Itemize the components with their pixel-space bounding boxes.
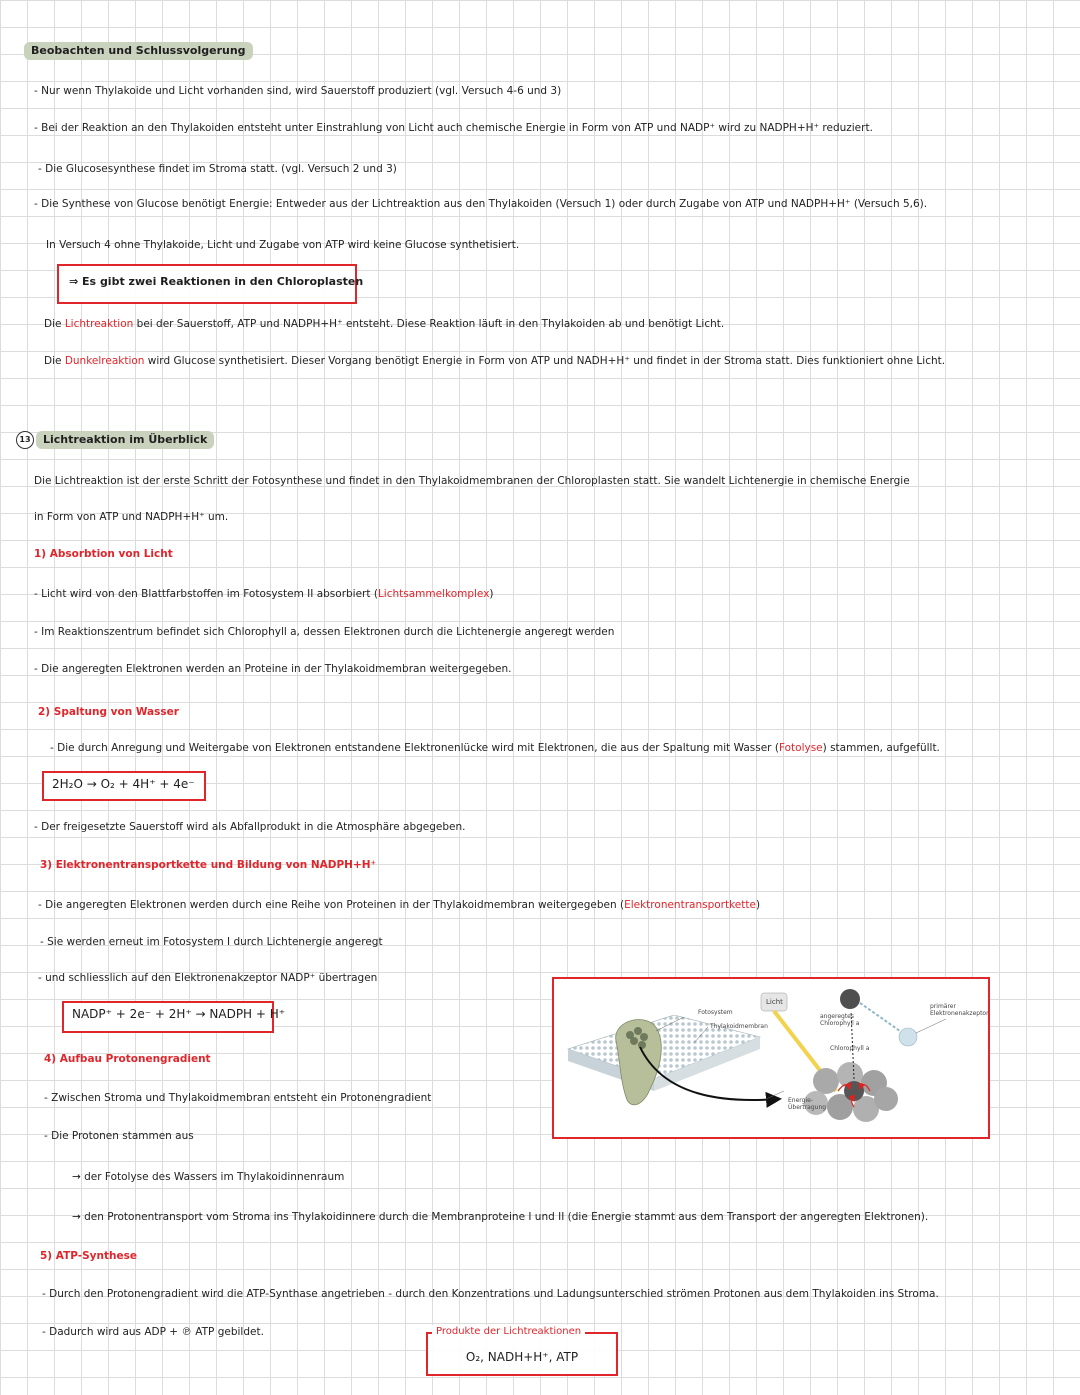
dark-reaction-prefix: Die — [44, 355, 65, 367]
label-excited-chlorophyll: angeregtes Chlorophyll a — [820, 1013, 860, 1027]
step2-line-1 — [50, 741, 940, 755]
primary-electron-acceptor — [899, 1028, 917, 1046]
step4-sub-2: → den Protonentransport vom Stroma ins Thylakoidinnere durch die Membranproteine I und II (die Energie stammt aus dem Transport der angeregten Elektronen). — [72, 1211, 929, 1223]
step3-title: 3) Elektronentransportkette und Bildung von NADPH+H⁺ — [40, 859, 377, 871]
products-title: Produkte der Lichtreaktionen — [432, 1325, 585, 1339]
label-primary-acceptor: primärer Elektronenakzeptor — [930, 1003, 989, 1017]
step2-line1-end: ) stammen, aufgefüllt. — [822, 742, 940, 754]
light-reaction-rest: bei der Sauerstoff, ATP und NADPH+H⁺ entsteht. Diese Reaktion läuft in den Thylakoiden ab und benötigt Licht. — [133, 318, 725, 330]
excited-chlorophyll — [840, 989, 860, 1009]
dark-reaction-term: Dunkelreaktion — [64, 355, 145, 367]
observation-line-3: - Die Glucosesynthese findet im Stroma statt. (vgl. Versuch 2 und 3) — [38, 163, 397, 175]
step3-line1-text: - Die angeregten Elektronen werden durch eine Reihe von Proteinen in der Thylakoidmembran weitergegeben ( — [38, 899, 625, 911]
step3-line1-end: ) — [755, 899, 761, 911]
step2-line1-term: Fotolyse — [778, 742, 823, 754]
step3-line1-term: Elektronentransportkette — [624, 899, 756, 911]
observation-line-2: - Bei der Reaktion an den Thylakoiden entsteht unter Einstrahlung von Licht auch chemische Energie in Form von ATP und NADP⁺ wird zu NADPH+H⁺ reduziert. — [34, 122, 873, 134]
step3-line-1 — [38, 898, 760, 912]
light-reaction-definition — [44, 317, 724, 331]
step4-title: 4) Aufbau Protonengradient — [44, 1053, 211, 1065]
observation-line-5: In Versuch 4 ohne Thylakoide, Licht und Zugabe von ATP wird keine Glucose synthetisiert. — [46, 239, 520, 251]
products-box — [426, 1326, 618, 1376]
reaction-center — [844, 1081, 864, 1101]
step2-title: 2) Spaltung von Wasser — [38, 706, 179, 718]
light-reaction-heading: Lichtreaktion im Überblick — [36, 431, 214, 449]
step4-line-2: - Die Protonen stammen aus — [44, 1130, 194, 1142]
intro-line-2: in Form von ATP und NADPH+H⁺ um. — [34, 511, 229, 523]
nadph-equation: NADP⁺ + 2e⁻ + 2H⁺ → NADPH + H⁺ — [72, 1007, 286, 1021]
label-energy-transfer: Energie-Übertragung — [788, 1097, 827, 1111]
conclusion-box — [57, 264, 364, 304]
step1-line-2: - Im Reaktionszentrum befindet sich Chlorophyll a, dessen Elektronen durch die Lichtenergie angeregt werden — [34, 626, 615, 638]
intro-line-1: Die Lichtreaktion ist der erste Schritt der Fotosynthese und findet in den Thylakoidmembranen der Chloroplasten statt. Sie wandelt Lichtenergie in chemische Energie — [34, 475, 910, 487]
section-number-badge: 13 — [16, 431, 34, 449]
step5-line-2: - Dadurch wird aus ADP + ℗ ATP gebildet. — [42, 1326, 264, 1338]
step1-title: 1) Absorbtion von Licht — [34, 548, 173, 560]
step1-line-3: - Die angeregten Elektronen werden an Proteine in der Thylakoidmembran weitergegeben. — [34, 663, 512, 675]
step5-line-1: - Durch den Protonengradient wird die ATP-Synthase angetrieben - durch den Konzentrations und Ladungsunterschied strömen Protonen aus dem Thylakoiden ins Stroma. — [42, 1288, 939, 1300]
products-value: O₂, NADH+H⁺, ATP — [465, 1350, 579, 1364]
label-thylakoid-membrane: Thylakoidmembran — [710, 1023, 768, 1030]
step1-line1-text: - Licht wird von den Blattfarbstoffen im Fotosystem II absorbiert ( — [34, 588, 378, 600]
water-splitting-equation-box — [42, 771, 206, 801]
dark-reaction-definition — [44, 354, 945, 368]
step3-line-3: - und schliesslich auf den Elektronenakzeptor NADP⁺ übertragen — [38, 972, 378, 984]
observation-heading: Beobachten und Schlussvolgerung — [24, 42, 253, 60]
observation-line-1: - Nur wenn Thylakoide und Licht vorhanden sind, wird Sauerstoff produziert (vgl. Versuch 4-6 und 3) — [34, 85, 562, 97]
conclusion-text: ⇒ Es gibt zwei Reaktionen in den Chloroplasten — [69, 275, 364, 288]
photosystem-diagram — [552, 977, 990, 1139]
nadph-equation-box — [62, 1001, 286, 1033]
step5-title: 5) ATP-Synthese — [40, 1250, 137, 1262]
step2-line1-text: - Die durch Anregung und Weitergabe von Elektronen entstandene Elektronenlücke wird mit Elektronen, die aus der Spaltung mit Wasser ( — [50, 742, 779, 754]
water-splitting-equation: 2H₂O → O₂ + 4H⁺ + 4e⁻ — [52, 777, 195, 791]
observation-line-4: - Die Synthese von Glucose benötigt Energie: Entweder aus der Lichtreaktion aus den Thylakoiden (Versuch 1) oder durch Zugabe von ATP und NADPH+H⁺ (Versuch 5,6). — [34, 198, 928, 210]
step4-line-1: - Zwischen Stroma und Thylakoidmembran entsteht ein Protonengradient — [44, 1092, 432, 1104]
step4-sub-1: → der Fotolyse des Wassers im Thylakoidinnenraum — [72, 1171, 345, 1183]
dark-reaction-rest: wird Glucose synthetisiert. Dieser Vorgang benötigt Energie in Form von ATP und NADH+H⁺ und findet in der Stroma statt. Dies funktioniert ohne Licht. — [144, 355, 946, 367]
step1-line-1 — [34, 587, 494, 601]
label-licht: Licht — [766, 998, 783, 1006]
light-reaction-prefix: Die — [44, 318, 65, 330]
step1-line1-end: ) — [489, 588, 494, 600]
step2-line-2: - Der freigesetzte Sauerstoff wird als Abfallprodukt in die Atmosphäre abgegeben. — [34, 821, 466, 833]
label-fotosystem: Fotosystem — [698, 1009, 733, 1016]
step1-line1-term: Lichtsammelkomplex — [377, 588, 490, 600]
light-reaction-term: Lichtreaktion — [64, 318, 134, 330]
step3-line-2: - Sie werden erneut im Fotosystem I durch Lichtenergie angeregt — [40, 936, 383, 948]
label-chlorophyll-a: Chlorophyll a — [830, 1045, 870, 1052]
